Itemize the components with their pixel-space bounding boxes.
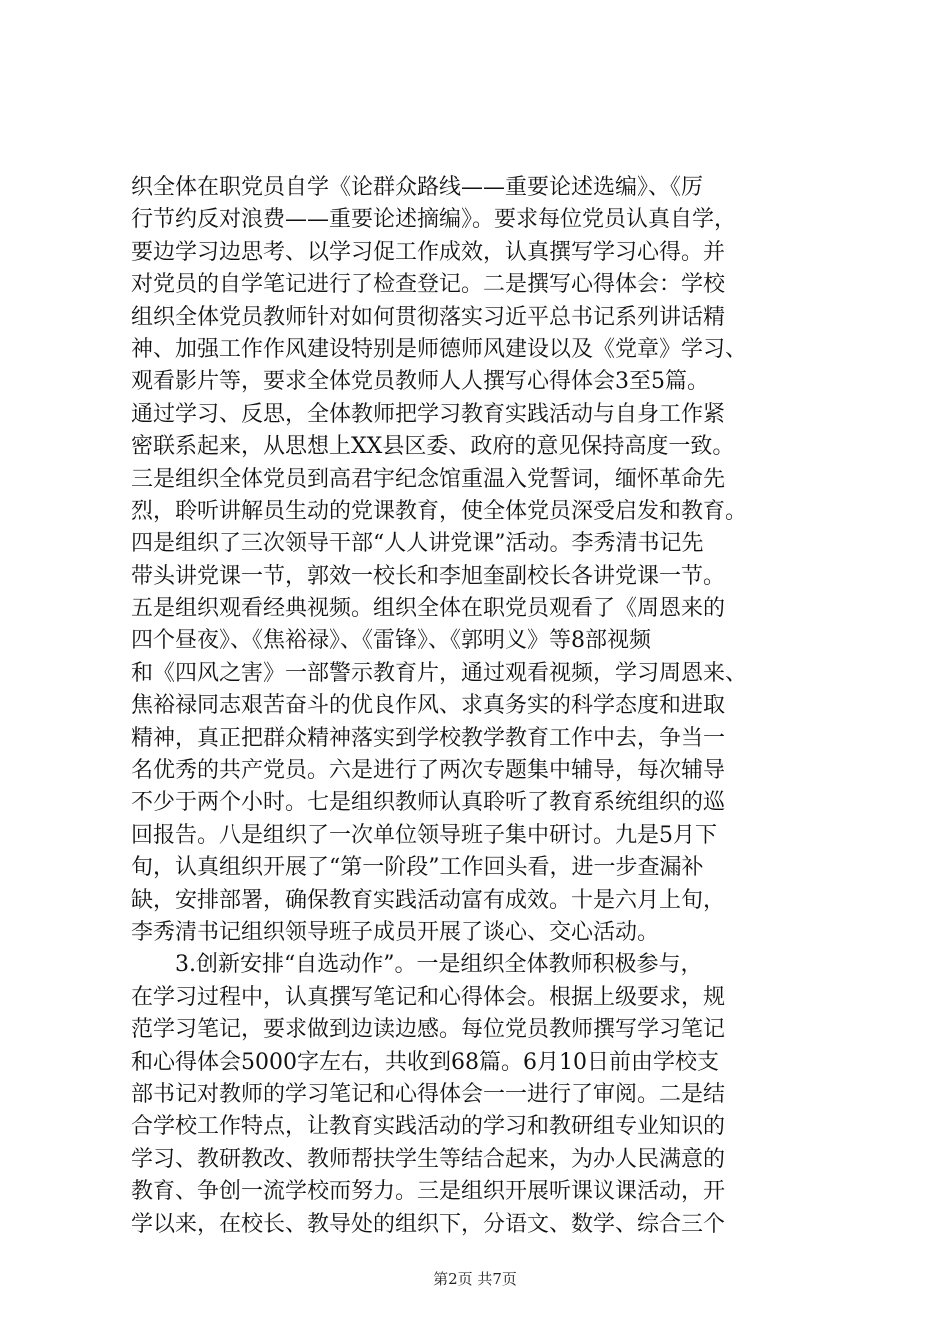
- text-line: 对党员的自学笔记进行了检查登记。二是撰写心得体会：学校: [131, 272, 726, 298]
- text-line: 精神，真正把群众精神落实到学校教学教育工作中去，争当一: [131, 725, 726, 751]
- text-line: 和《四风之害》一部警示教育片，通过观看视频，学习周恩来、: [131, 660, 748, 686]
- text-line: 焦裕禄同志艰苦奋斗的优良作风、求真务实的科学态度和进取: [131, 693, 726, 719]
- text-line: 烈，聆听讲解员生动的党课教育，使全体党员深受启发和教育。: [131, 498, 748, 524]
- text-line: 织全体在职党员自学《论群众路线——重要论述选编》、《厉: [131, 175, 704, 200]
- page-footer: 第2页 共7页: [433, 1270, 517, 1288]
- text-line: 学习、教研教改、教师帮扶学生等结合起来，为办人民满意的: [131, 1146, 726, 1172]
- text-line: 李秀清书记组织领导班子成员开展了谈心、交心活动。: [131, 919, 660, 945]
- text-line: 回报告。八是组织了一次单位领导班子集中研讨。九是5月下: [131, 822, 717, 848]
- text-line: 缺，安排部署，确保教育实践活动富有成效。十是六月上旬，: [131, 887, 726, 913]
- text-line: 组织全体党员教师针对如何贯彻落实习近平总书记系列讲话精: [131, 304, 726, 330]
- text-line: 3.创新安排“自选动作”。一是组织全体教师积极参与，: [131, 952, 703, 978]
- text-line: 不少于两个小时。七是组织教师认真聆听了教育系统组织的巡: [131, 790, 726, 816]
- text-line: 旬，认真组织开展了“第一阶段”工作回头看，进一步查漏补: [131, 855, 704, 881]
- text-line: 合学校工作特点，让教育实践活动的学习和教研组专业知识的: [131, 1114, 726, 1140]
- text-line: 要边学习边思考、以学习促工作成效，认真撰写学习心得。并: [131, 239, 726, 265]
- text-line: 四是组织了三次领导干部“人人讲党课”活动。李秀清书记先: [131, 531, 704, 557]
- text-line: 三是组织全体党员到高君宇纪念馆重温入党誓词，缅怀革命先: [131, 466, 726, 492]
- text-line: 学以来，在校长、教导处的组织下，分语文、数学、综合三个: [131, 1211, 726, 1237]
- document-body: [131, 172, 831, 1241]
- text-line: 带头讲党课一节，郭效一校长和李旭奎副校长各讲党课一节。: [131, 563, 726, 589]
- text-line: 教育、争创一流学校而努力。三是组织开展听课议课活动，开: [131, 1179, 726, 1205]
- text-line: 神、加强工作作风建设特别是师德师风建设以及《党章》学习、: [131, 336, 748, 362]
- text-line: 密联系起来，从思想上XX县区委、政府的意见保持高度一致。: [131, 434, 735, 460]
- text-line: 部书记对教师的学习笔记和心得体会一一进行了审阅。二是结: [131, 1081, 726, 1107]
- text-line: 行节约反对浪费——重要论述摘编》。要求每位党员认真自学，: [131, 207, 737, 233]
- text-line: 四个昼夜》、《焦裕禄》、《雷锋》、《郭明义》等8部视频: [131, 628, 651, 654]
- text-line: 范学习笔记，要求做到边读边感。每位党员教师撰写学习笔记: [131, 1017, 726, 1043]
- text-line: 在学习过程中，认真撰写笔记和心得体会。根据上级要求，规: [131, 984, 726, 1010]
- text-line: 五是组织观看经典视频。组织全体在职党员观看了《周恩来的: [131, 596, 726, 622]
- text-line: 和心得体会5000字左右，共收到68篇。6月10日前由学校支: [131, 1049, 719, 1075]
- text-line: 名优秀的共产党员。六是进行了两次专题集中辅导，每次辅导: [131, 758, 726, 784]
- text-line: 观看影片等，要求全体党员教师人人撰写心得体会3至5篇。: [131, 369, 709, 395]
- text-line: 通过学习、反思，全体教师把学习教育实践活动与自身工作紧: [131, 401, 726, 427]
